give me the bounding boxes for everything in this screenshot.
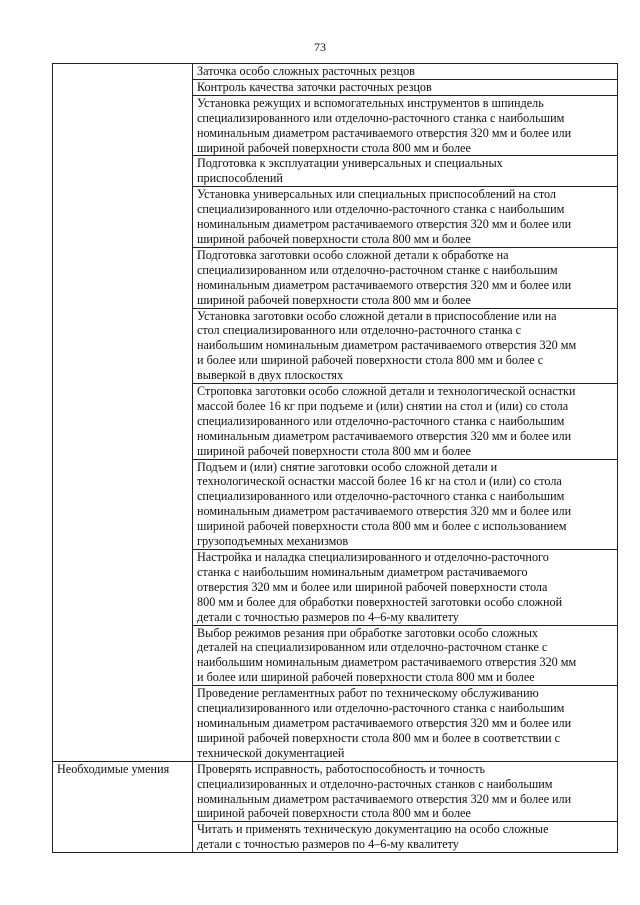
action-cell bbox=[193, 187, 618, 248]
action-cell bbox=[193, 95, 618, 156]
table-row bbox=[53, 761, 618, 822]
skill-cell bbox=[193, 761, 618, 822]
table-row bbox=[53, 64, 618, 80]
cell-text: Выбор режимов резания при обработке заготовки особо сложных деталей на специализированном или отделочно-расточном станке с наибольшим номинальным диаметром растачиваемого отверстия 320 мм и более или шириной рабочей поверхности стола 800 мм и более bbox=[197, 625, 577, 685]
action-cell bbox=[193, 247, 618, 308]
action-cell bbox=[193, 686, 618, 762]
cell-text: Подготовка к эксплуатации универсальных и специальных приспособлений bbox=[197, 156, 503, 186]
cell-text: Подготовка заготовки особо сложной детали к обработке на специализированном или отделочно-расточном станке с наибольшим номинальным диаметром растачиваемого отверстия 320 мм и более или шириной рабочей поверхности стола 800 мм и более bbox=[197, 247, 572, 307]
cell-text: Проверять исправность, работоспособность и точность специализированных и отделочно-расточных станков с наибольшим номинальным диаметром растачиваемого отверстия 320 мм и более или шириной рабочей поверхности стола 800 мм и более bbox=[197, 761, 572, 821]
cell-text: Настройка и наладка специализированного и отделочно-расточного станка с наибольшим номинальным диаметром растачиваемого отверстия 320 мм и более или шириной рабочей поверхности стола 800 мм и более для обработки поверхностей заготовки особо сложной детали с точностью размеров по 4–6-му квалитету bbox=[197, 550, 563, 624]
skill-cell bbox=[193, 822, 618, 853]
action-cell bbox=[193, 459, 618, 549]
label-cell-required-skills: Необходимые умения bbox=[53, 761, 193, 852]
cell-text: Контроль качества заточки расточных резцов bbox=[197, 79, 432, 94]
cell-text: Строповка заготовки особо сложной детали и технологической оснастки массой более 16 кг при подъеме и (или) снятии на стол и (или) со стола специализированного или отделочно-расточного станка с наибольшим номинальным диаметром растачиваемого отверстия 320 мм и более или шириной рабочей поверхности стола 800 мм и более bbox=[197, 384, 576, 458]
cell-text: Читать и применять техническую документацию на особо сложные детали с точностью размеров по 4–6-му квалитету bbox=[197, 822, 549, 852]
label-cell-labor-actions bbox=[53, 64, 193, 762]
action-cell bbox=[193, 79, 618, 95]
cell-text: Проведение регламентных работ по техническому обслуживанию специализированного или отделочно-расточного станка с наибольшим номинальным диаметром растачиваемого отверстия 320 мм и более или шириной рабочей поверхности стола 800 мм и более в соответствии с технической документацией bbox=[197, 686, 572, 760]
cell-text: Подъем и (или) снятие заготовки особо сложной детали и технологической оснастки массой более 16 кг на стол и (или) со стола специализированного или отделочно-расточного станка с наибольшим номинальным диаметром растачиваемого отверстия 320 мм и более или шириной рабочей поверхности стола 800 мм и более с использованием грузоподъемных механизмов bbox=[197, 459, 572, 549]
table-body bbox=[53, 64, 618, 853]
cell-text: Установка заготовки особо сложной детали в приспособление или на стол специализированного или отделочно-расточного станка с наибольшим номинальным диаметром растачиваемого отверстия 320 мм и более или шириной рабочей поверхности стола 800 мм и более с выверкой в двух плоскостях bbox=[197, 308, 577, 383]
action-cell bbox=[193, 156, 618, 187]
cell-text: Заточка особо сложных расточных резцов bbox=[197, 64, 415, 78]
requirements-table bbox=[52, 63, 618, 853]
cell-text: Установка универсальных или специальных приспособлений на стол специализированного или отделочно-расточного станка с наибольшим номинальным диаметром растачиваемого отверстия 320 мм и более или шириной рабочей поверхности стола 800 мм и более bbox=[197, 187, 572, 246]
action-cell bbox=[193, 64, 618, 80]
action-cell bbox=[193, 384, 618, 460]
action-cell bbox=[193, 308, 618, 384]
cell-text: Установка режущих и вспомогательных инструментов в шпиндель специализированного или отделочно-расточного станка с наибольшим номинальным диаметром растачиваемого отверстия 320 мм и более или шириной рабочей поверхности стола 800 мм и более bbox=[197, 95, 572, 155]
action-cell bbox=[193, 625, 618, 686]
action-cell bbox=[193, 550, 618, 626]
page-number: 73 bbox=[314, 40, 326, 54]
